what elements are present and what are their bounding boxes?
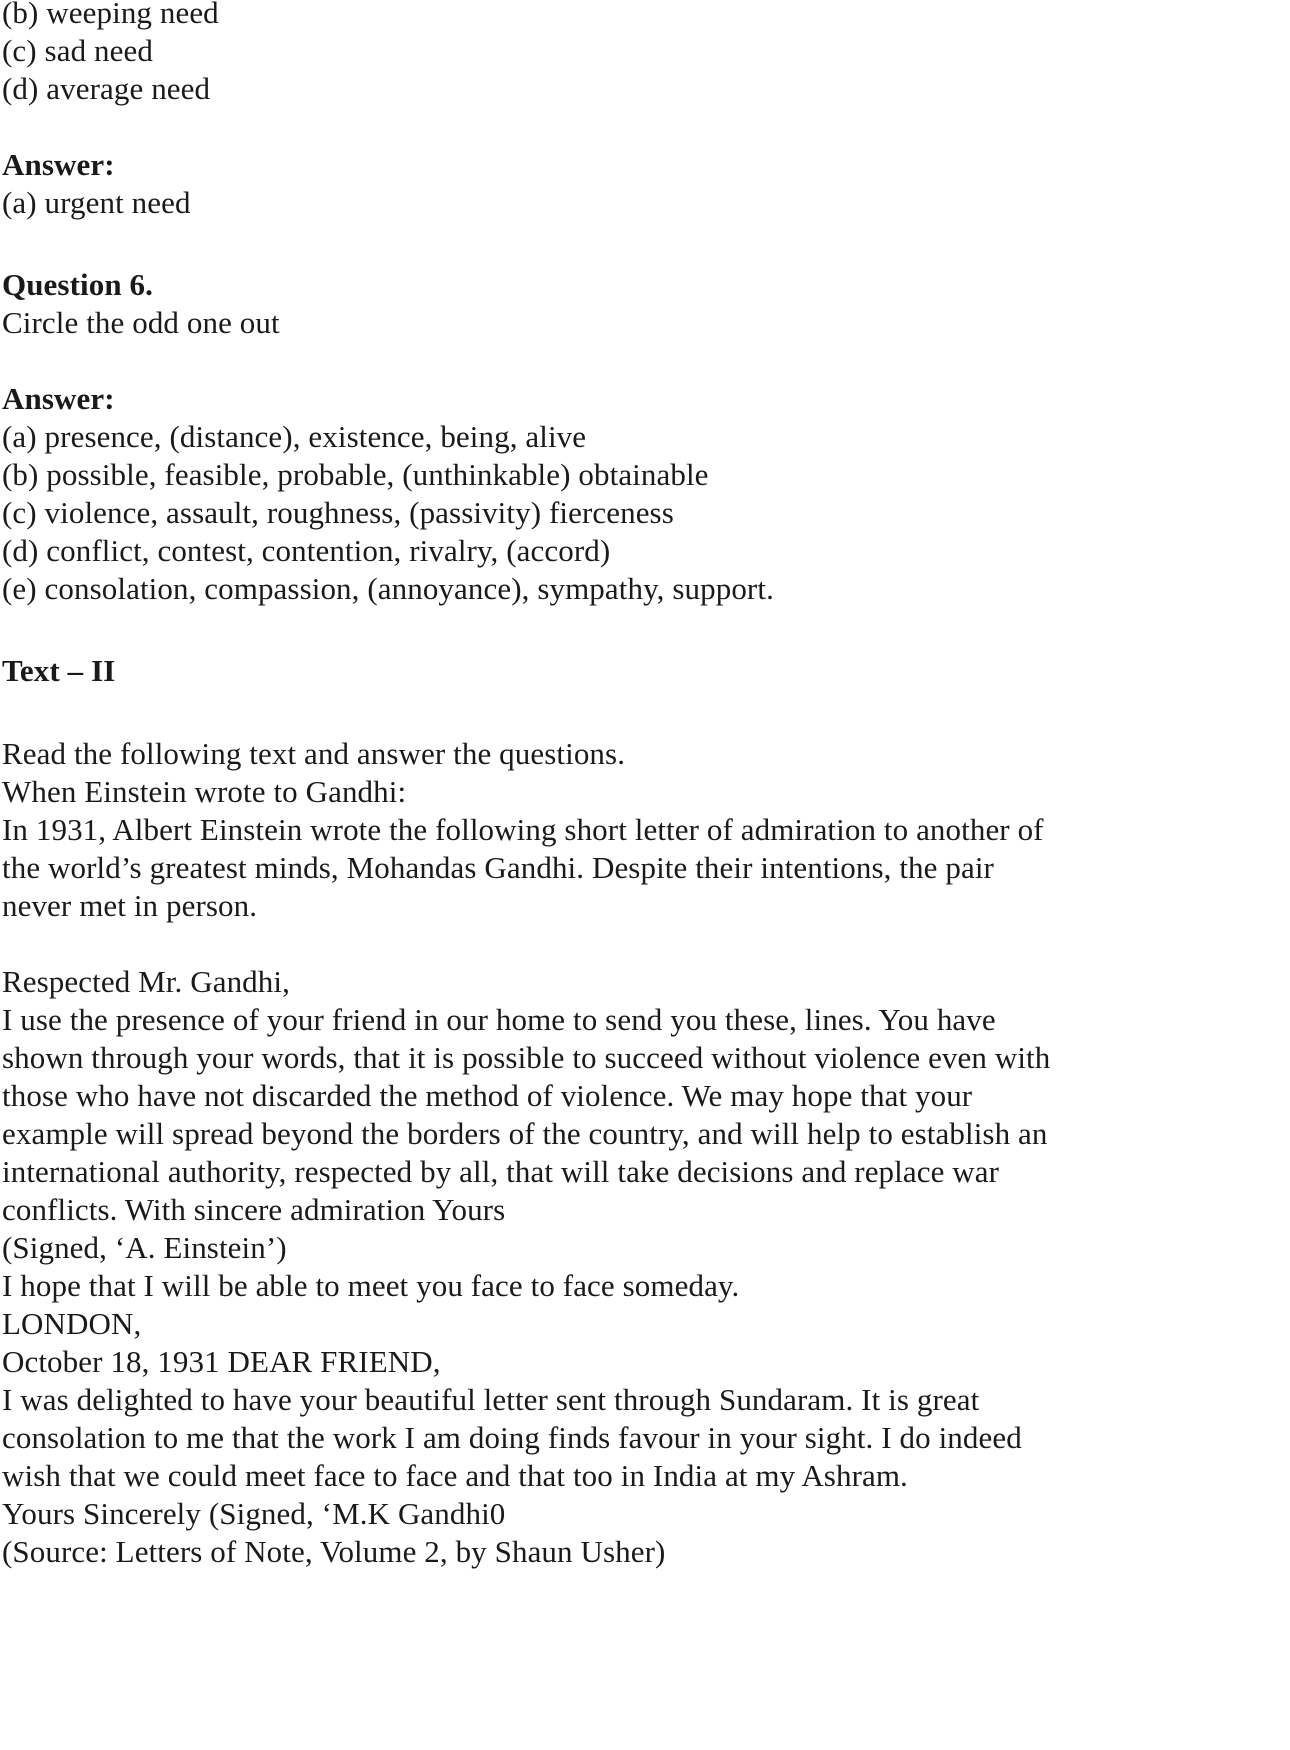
answer-item: (b) possible, feasible, probable, (unthinkable) obtainable bbox=[2, 457, 709, 492]
answer-heading: Answer: bbox=[2, 381, 115, 416]
letter-line: Yours Sincerely (Signed, ‘M.K Gandhi0 bbox=[2, 1496, 506, 1531]
letter-line: conflicts. With sincere admiration Yours bbox=[2, 1192, 506, 1227]
letter-line: international authority, respected by all, that will take decisions and replace war bbox=[2, 1154, 1000, 1189]
answer-item: (e) consolation, compassion, (annoyance), sympathy, support. bbox=[2, 571, 774, 606]
letter-line: consolation to me that the work I am doing finds favour in your sight. I do indeed bbox=[2, 1420, 1022, 1455]
letter-line: I use the presence of your friend in our home to send you these, lines. You have bbox=[2, 1002, 996, 1037]
source-line: (Source: Letters of Note, Volume 2, by Shaun Usher) bbox=[2, 1534, 666, 1569]
section-heading: Text – II bbox=[2, 653, 116, 688]
letter-line: I hope that I will be able to meet you face to face someday. bbox=[2, 1268, 740, 1303]
question-heading: Question 6. bbox=[2, 267, 153, 302]
letter-line: wish that we could meet face to face and that too in India at my Ashram. bbox=[2, 1458, 908, 1493]
option-b: (b) weeping need bbox=[2, 0, 219, 30]
answer-item: (a) presence, (distance), existence, being, alive bbox=[2, 419, 587, 454]
letter-line: those who have not discarded the method of violence. We may hope that your bbox=[2, 1078, 973, 1113]
letter-line: shown through your words, that it is possible to succeed without violence even with bbox=[2, 1040, 1051, 1075]
letter-line: example will spread beyond the borders of the country, and will help to establish an bbox=[2, 1116, 1048, 1151]
letter-line: October 18, 1931 DEAR FRIEND, bbox=[2, 1344, 441, 1379]
answer-item: (c) violence, assault, roughness, (passivity) fierceness bbox=[2, 495, 674, 530]
letter-line: I was delighted to have your beautiful letter sent through Sundaram. It is great bbox=[2, 1382, 980, 1417]
intro-line: never met in person. bbox=[2, 888, 258, 923]
intro-line: When Einstein wrote to Gandhi: bbox=[2, 774, 407, 809]
letter-line: Respected Mr. Gandhi, bbox=[2, 964, 290, 999]
intro-line: the world’s greatest minds, Mohandas Gandhi. Despite their intentions, the pair bbox=[2, 850, 994, 885]
letter-line: LONDON, bbox=[2, 1306, 142, 1341]
intro-line: Read the following text and answer the questions. bbox=[2, 736, 626, 771]
answer-text: (a) urgent need bbox=[2, 185, 191, 220]
option-d: (d) average need bbox=[2, 71, 211, 106]
letter-line: (Signed, ‘A. Einstein’) bbox=[2, 1230, 287, 1265]
intro-line: In 1931, Albert Einstein wrote the following short letter of admiration to another of bbox=[2, 812, 1044, 847]
answer-heading: Answer: bbox=[2, 147, 115, 182]
question-text: Circle the odd one out bbox=[2, 305, 280, 340]
option-c: (c) sad need bbox=[2, 33, 153, 68]
answer-item: (d) conflict, contest, contention, rivalry, (accord) bbox=[2, 533, 611, 568]
